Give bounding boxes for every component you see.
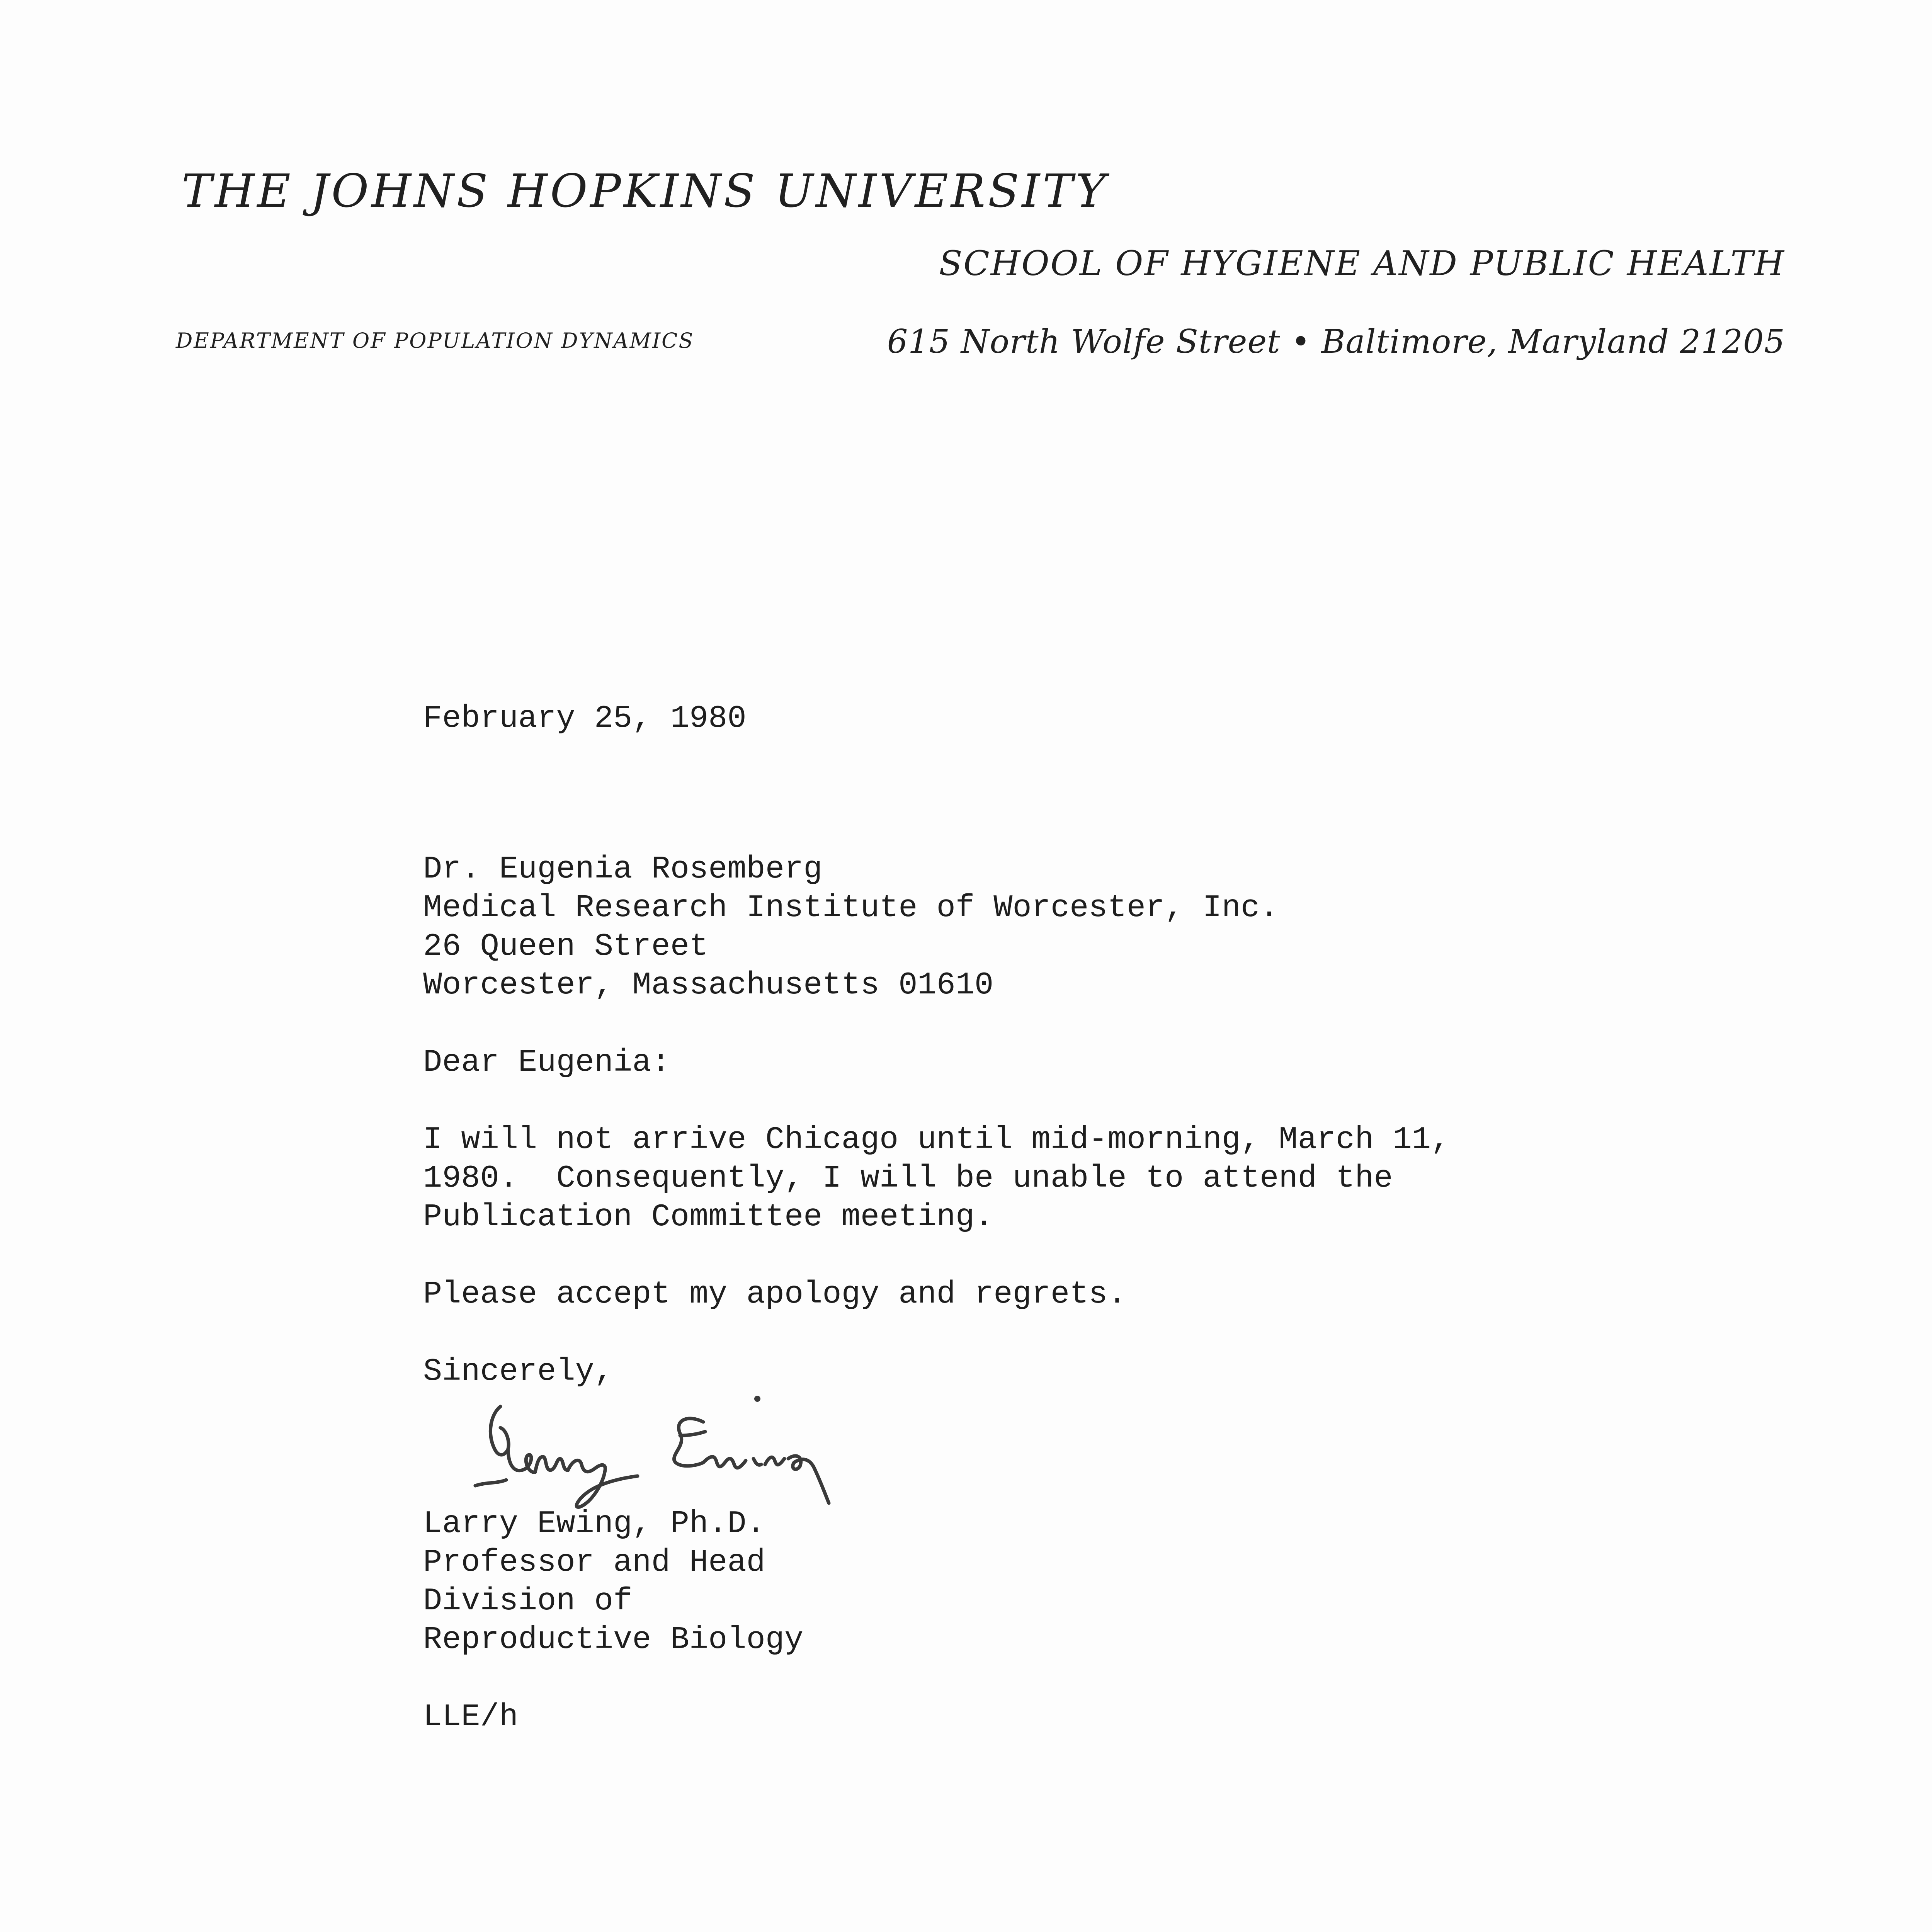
recipient-line: Medical Research Institute of Worcester, Inc. bbox=[423, 890, 1279, 926]
body-line: 1980. Consequently, I will be unable to attend the bbox=[423, 1160, 1393, 1196]
signer-block bbox=[423, 1505, 1853, 1659]
body-paragraph bbox=[423, 1121, 1853, 1236]
school-name: SCHOOL OF HYGIENE AND PUBLIC HEALTH bbox=[939, 243, 1785, 283]
signer-line: Larry Ewing, Ph.D. bbox=[423, 1506, 765, 1542]
recipient-line: Dr. Eugenia Rosemberg bbox=[423, 851, 823, 887]
closing-paragraph: Please accept my apology and regrets. bbox=[423, 1276, 1127, 1312]
signer-line: Reproductive Biology bbox=[423, 1622, 804, 1658]
letterhead-address: 615 North Wolfe Street • Baltimore, Maryland 21205 bbox=[887, 323, 1785, 361]
recipient-line: Worcester, Massachusetts 01610 bbox=[423, 967, 994, 1003]
recipient-line: 26 Queen Street bbox=[423, 929, 709, 964]
department-name: DEPARTMENT OF POPULATION DYNAMICS bbox=[176, 328, 694, 353]
body-line: Publication Committee meeting. bbox=[423, 1199, 994, 1235]
letter-date: February 25, 1980 bbox=[423, 701, 747, 736]
signer-line: Division of bbox=[423, 1583, 633, 1619]
handwritten-signature bbox=[464, 1391, 908, 1526]
signature-drawing bbox=[464, 1391, 908, 1526]
closing: Sincerely, bbox=[423, 1354, 614, 1389]
university-name: THE JOHNS HOPKINS UNIVERSITY bbox=[182, 164, 1109, 218]
body-line: I will not arrive Chicago until mid-morning, March 11, bbox=[423, 1122, 1450, 1158]
reference-initials: LLE/h bbox=[423, 1699, 519, 1735]
signer-line: Professor and Head bbox=[423, 1544, 765, 1580]
salutation: Dear Eugenia: bbox=[423, 1044, 670, 1080]
letter-body bbox=[423, 699, 1853, 1736]
recipient-address bbox=[423, 850, 1853, 1005]
